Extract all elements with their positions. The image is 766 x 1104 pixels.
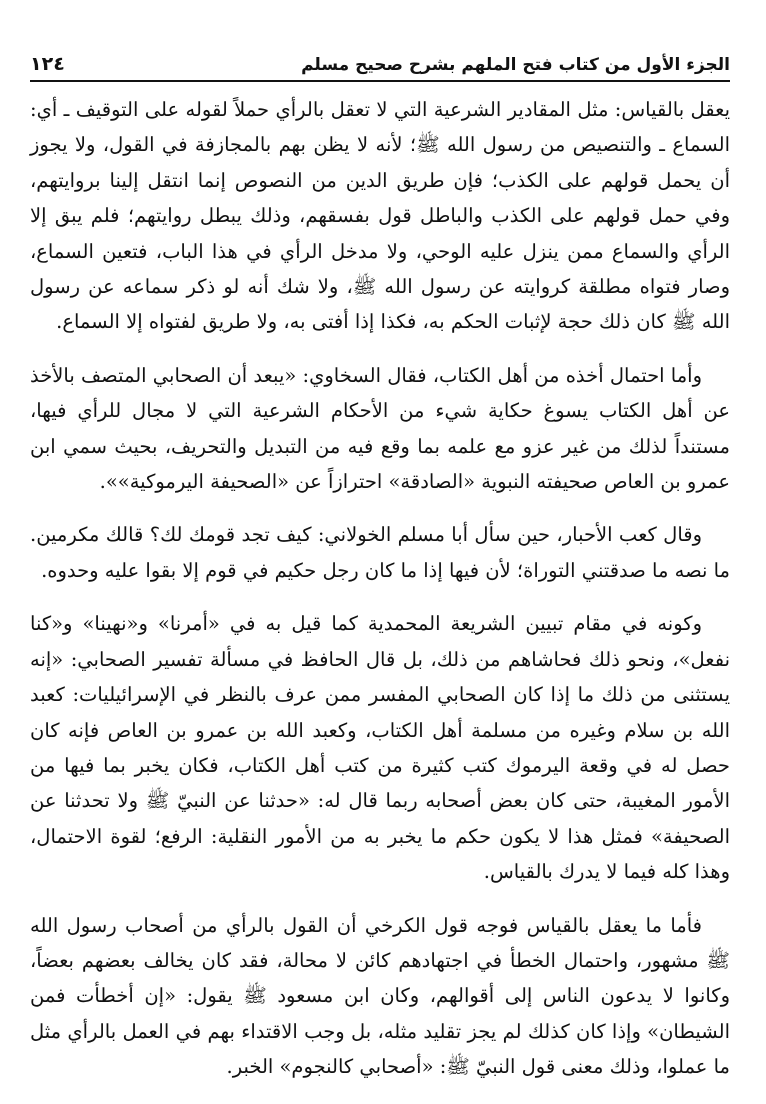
paragraph-5: فأما ما يعقل بالقياس فوجه قول الكرخي أن القول بالرأي من أصحاب رسول الله ﷺ مشهور، واحتمال الخطأ في اجتهادهم كائن لا محالة، فقد كان يخالف بعضهم بعضاً، وكانوا لا يدعون الناس إلى أقوالهم، وكان ابن مسعود ﷺ يقول: «إن أخطأت فمن الشيطان» وإذا كان كذلك لم يجز تقليد مثله، بل وجب الاقتداء بهم في العمل بالرأي مثل ما عملوا، وذلك معنى قول النبيّ ﷺ: «أصحابي كالنجوم» الخبر.	[30, 913, 730, 1079]
page-body	[30, 92, 730, 1103]
paragraph-1: يعقل بالقياس: مثل المقادير الشرعية التي لا تعقل بالرأي حملاً لقوله على التوقيف ـ أي: السماع ـ والتنصيص من رسول الله ﷺ؛ لأنه لا يظن بهم بالمجازفة في القول، ولا يجوز أن يحمل قولهم على الكذب؛ فإن طريق الدين من النصوص إنما انتقل إلينا بروايتهم، وفي حمل قولهم على الكذب والباطل قول بفسقهم، وذلك يبطل روايتهم؛ فلم يبق إلا الرأي والسماع ممن ينزل عليه الوحي، ولا مدخل الرأي في هذا الباب، فتعين السماع، وصار فتواه مطلقة كروايته عن رسول الله ﷺ، ولا شك أنه لو ذكر سماعه عن رسول الله ﷺ كان ذلك حجة لإثبات الحكم به، فكذا إذا أفتى به، ولا طريق لفتواه إلا السماع.	[30, 98, 730, 334]
paragraph-2: وأما احتمال أخذه من أهل الكتاب، فقال السخاوي: «يبعد أن الصحابي المتصف بالأخذ عن أهل الكتاب يسوغ حكاية شيء من الأحكام الشرعية التي لا مجال للرأي فيها، مستنداً لذلك من غير عزو مع علمه بما وقع فيه من التبديل والتحريف، بحيث سمي ابن عمرو بن العاص صحيفته النبوية «الصادقة» احترازاً عن «الصحيفة اليرموكية»».	[30, 363, 730, 494]
paragraph-3: وقال كعب الأحبار، حين سأل أبا مسلم الخولاني: كيف تجد قومك لك؟ قالك مكرمين. ما نصه ما صدقتني التوراة؛ لأن فيها إذا ما كان رجل حكيم في قوم إلا بقوا عليه وحدوه.	[30, 523, 730, 582]
page-number: ١٢٤	[30, 53, 65, 75]
running-title: الجزء الأول من كتاب فتح الملهم بشرح صحيح مسلم	[301, 55, 730, 75]
page-header	[30, 40, 730, 82]
paragraph-4: وكونه في مقام تبيين الشريعة المحمدية كما قيل به في «أمرنا» و«نهينا» و«كنا نفعل»، ونحو ذلك فحاشاهم من ذلك، بل قال الحافظ في مسألة تفسير الصحابي: «إنه يستثنى من ذلك ما إذا كان الصحابي المفسر ممن عرف بالنظر في الإسرائيليات: كعبد الله بن سلام وغيره من مسلمة أهل الكتاب، وكعبد الله بن عمرو بن العاص فإنه كان حصل له في وقعة اليرموك كتب كثيرة من كتب أهل الكتاب، فكان يخبر بما فيها من الأمور المغيبة، حتى كان بعض أصحابه ربما قال له: «حدثنا عن النبيّ ﷺ ولا تحدثنا عن الصحيفة» فمثل هذا لا يكون حكم ما يخبر به من الأمور النقلية: الرفع؛ لقوة الاحتمال، وهذا كله فيما لا يدرك بالقياس.	[30, 612, 730, 884]
